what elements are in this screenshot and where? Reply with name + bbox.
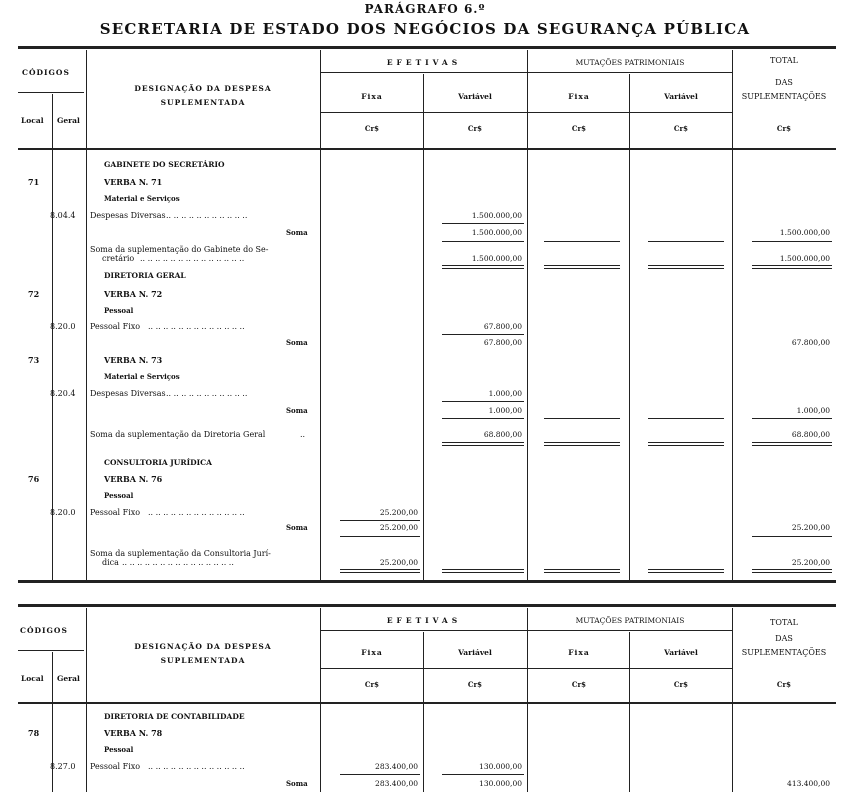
value-pessoal-fixo-3: 283.400,00 [375, 762, 418, 771]
soma-consultoria-l2: dica [102, 558, 119, 567]
rule [442, 774, 524, 775]
header-bottom-rule [18, 148, 836, 150]
mut-variavel-header-2: Variável [664, 648, 698, 657]
total-header-2: DAS [775, 78, 793, 87]
value-pessoal-fixo-1: 67.800,00 [483, 322, 522, 331]
geral-code-8204: 8.20.4 [50, 389, 76, 398]
crs-variavel-2: Cr$ [467, 680, 483, 689]
geral-code-804: 8.04.4 [50, 211, 76, 220]
rule [752, 442, 832, 446]
rule [544, 241, 620, 242]
rule [544, 418, 620, 419]
rule [340, 520, 420, 521]
col-divider-efetivas-2 [527, 608, 528, 792]
suplementada-header-2: SUPLEMENTADA [160, 656, 246, 665]
value-soma-5-var: 130.000,00 [479, 779, 522, 788]
col-divider-fixa [423, 74, 424, 580]
local-code-78: 78 [28, 728, 40, 738]
section-contabilidade: DIRETORIA DE CONTABILIDADE [104, 712, 245, 721]
suplementada-header: SUPLEMENTADA [160, 98, 246, 107]
rule [648, 442, 724, 446]
col-divider-design [320, 50, 321, 580]
soma-consultoria-l1: Soma da suplementação da Consultoria Jurí- [90, 549, 271, 558]
local-code-71: 71 [28, 177, 40, 187]
rule [340, 536, 420, 537]
expense-table-2 [18, 602, 836, 792]
leader-dots: .. .. .. .. .. .. .. .. .. .. .. [166, 389, 248, 398]
variavel-header-2: Variável [458, 648, 492, 657]
leader-dots: .. .. .. .. .. .. .. .. .. .. .. [166, 211, 248, 220]
col-divider-local-2 [52, 652, 53, 792]
soma-gabinete-l1: Soma da suplementação do Gabinete do Se- [90, 245, 269, 254]
geral-code-820-b: 8.20.0 [50, 508, 76, 517]
value-soma-dir-geral: 68.800,00 [483, 430, 522, 439]
rule [442, 334, 524, 335]
crs-mut-variavel: Cr$ [673, 124, 689, 133]
leader-dots: .. .. .. .. .. .. .. .. .. .. .. .. .. [148, 508, 245, 517]
geral-header-2: Geral [57, 674, 80, 683]
col-divider-geral-2 [86, 608, 87, 792]
value-despesas-1: 1.500.000,00 [471, 211, 522, 220]
rule [648, 569, 724, 573]
material-servicos-1: Material e Serviços [104, 194, 180, 203]
value-pessoal-fixo-3-var: 130.000,00 [479, 762, 522, 771]
col-divider-fixa-2 [423, 632, 424, 792]
value-soma-1: 1.500.000,00 [471, 228, 522, 237]
efetivas-header-2: EFETIVAS [386, 616, 462, 625]
rule [648, 265, 724, 269]
col-divider-total [732, 50, 733, 580]
mut-fixa-header: Fixa [568, 92, 590, 101]
fixa-rule-2 [320, 668, 732, 669]
mut-variavel-header: Variável [664, 92, 698, 101]
pessoal-fixo-1: Pessoal Fixo [90, 322, 141, 331]
rule [752, 241, 832, 242]
total-soma-2: 67.800,00 [791, 338, 830, 347]
col-divider-mut-2 [629, 632, 630, 792]
efetivas-header: EFETIVAS [386, 58, 462, 67]
table-top-rule [18, 46, 836, 49]
leader-dots: .. [300, 430, 306, 439]
value-pessoal-fixo-2: 25.200,00 [379, 508, 418, 517]
local-code-73: 73 [28, 355, 40, 365]
rule [340, 774, 420, 775]
fixa-rule [320, 112, 732, 113]
value-soma-4: 25.200,00 [379, 523, 418, 532]
codigos-rule-2 [18, 650, 84, 651]
rule [648, 241, 724, 242]
page-title: SECRETARIA DE ESTADO DOS NEGÓCIOS DA SEGURANÇA PÚBLICA [99, 20, 751, 38]
soma-label-1: Soma [286, 228, 308, 237]
table2-header-bottom-rule [18, 702, 836, 704]
rule [442, 223, 524, 224]
rule [442, 442, 524, 446]
soma-label-2: Soma [286, 338, 308, 347]
crs-fixa: Cr$ [364, 124, 380, 133]
col-divider-design-2 [320, 608, 321, 792]
soma-label-4: Soma [286, 523, 308, 532]
total-header-3: SUPLEMENTAÇÕES [741, 92, 827, 101]
verba-72: VERBA N. 72 [104, 289, 163, 299]
total-soma-4: 25.200,00 [791, 523, 830, 532]
col-divider-geral [86, 50, 87, 580]
designacao-header: DESIGNAÇÃO DA DESPESA [134, 84, 272, 93]
efetivas-rule-2 [320, 630, 732, 631]
crs-variavel: Cr$ [467, 124, 483, 133]
total-soma-1: 1.500.000,00 [779, 228, 830, 237]
codigos-header-2: CÓDIGOS [20, 626, 68, 635]
value-soma-gabinete: 1.500.000,00 [471, 254, 522, 263]
verba-78: VERBA N. 78 [104, 728, 163, 738]
crs-total-2: Cr$ [776, 680, 792, 689]
leader-dots: .. .. .. .. .. .. .. .. .. .. .. .. .. [148, 762, 245, 771]
mut-fixa-header-2: Fixa [568, 648, 590, 657]
fixa-header-2: Fixa [361, 648, 383, 657]
pessoal-3: Pessoal [104, 745, 134, 754]
local-code-72: 72 [28, 289, 40, 299]
paragraph-heading: PARÁGRAFO 6.º [364, 2, 486, 16]
soma-gabinete-l2: cretário [102, 254, 135, 263]
leader-dots: .. .. .. .. .. .. .. .. .. .. .. .. .. [148, 322, 245, 331]
rule [442, 265, 524, 269]
geral-code-820: 8.20.0 [50, 322, 76, 331]
designacao-header-2: DESIGNAÇÃO DA DESPESA [134, 642, 272, 651]
total-soma-3: 1.000,00 [796, 406, 830, 415]
crs-fixa-2: Cr$ [364, 680, 380, 689]
geral-code-827: 8.27.0 [50, 762, 76, 771]
leader-dots: .. .. .. .. .. .. .. .. .. .. .. .. .. .. .. [122, 558, 234, 567]
value-soma-consultoria: 25.200,00 [379, 558, 418, 567]
despesas-diversas-2: Despesas Diversas [90, 389, 166, 398]
pessoal-fixo-2: Pessoal Fixo [90, 508, 141, 517]
mutacoes-header-2: MUTAÇÕES PATRIMONIAIS [575, 616, 685, 625]
total-soma-dir-geral: 68.800,00 [791, 430, 830, 439]
mutacoes-header: MUTAÇÕES PATRIMONIAIS [575, 58, 685, 67]
codigos-header: CÓDIGOS [22, 68, 70, 77]
local-code-76: 76 [28, 474, 40, 484]
local-header: Local [21, 116, 44, 125]
col-divider-efetivas [527, 50, 528, 580]
expense-table-1 [18, 44, 836, 586]
crs-mut-fixa-2: Cr$ [571, 680, 587, 689]
verba-71: VERBA N. 71 [104, 177, 163, 187]
soma-label-3: Soma [286, 406, 308, 415]
col-divider-mut [629, 74, 630, 580]
crs-mut-fixa: Cr$ [571, 124, 587, 133]
rule [752, 536, 832, 537]
rule [442, 569, 524, 573]
rule [442, 418, 524, 419]
section-gabinete: GABINETE DO SECRETÁRIO [104, 160, 225, 169]
pessoal-2: Pessoal [104, 491, 134, 500]
verba-73: VERBA N. 73 [104, 355, 163, 365]
rule [752, 569, 832, 573]
value-soma-5-fixa: 283.400,00 [375, 779, 418, 788]
total-soma-consultoria: 25.200,00 [791, 558, 830, 567]
crs-mut-variavel-2: Cr$ [673, 680, 689, 689]
total-soma-gabinete: 1.500.000,00 [779, 254, 830, 263]
rule [544, 569, 620, 573]
local-header-2: Local [21, 674, 44, 683]
rule [752, 265, 832, 269]
col-divider-total-2 [732, 608, 733, 792]
value-soma-2: 67.800,00 [483, 338, 522, 347]
codigos-rule [18, 92, 84, 93]
material-servicos-2: Material e Serviços [104, 372, 180, 381]
geral-header: Geral [57, 116, 80, 125]
rule [752, 418, 832, 419]
rule [648, 418, 724, 419]
crs-total: Cr$ [776, 124, 792, 133]
total-header-1: TOTAL [770, 56, 798, 65]
rule [442, 241, 524, 242]
soma-dir-geral: Soma da suplementação da Diretoria Geral [90, 430, 266, 439]
total-header-2-3: SUPLEMENTAÇÕES [741, 648, 827, 657]
leader-dots: .. .. .. .. .. .. .. .. .. .. .. .. .. .. [140, 254, 245, 263]
despesas-diversas-1: Despesas Diversas [90, 211, 166, 220]
efetivas-rule [320, 72, 732, 73]
table-bottom-rule [18, 580, 836, 583]
rule [340, 569, 420, 573]
section-consultoria: CONSULTORIA JURÍDICA [104, 458, 212, 467]
soma-label-5: Soma [286, 779, 308, 788]
total-soma-5: 413.400,00 [787, 779, 830, 788]
verba-76: VERBA N. 76 [104, 474, 163, 484]
rule [544, 265, 620, 269]
total-header-2-2: DAS [775, 634, 793, 643]
rule [544, 442, 620, 446]
pessoal-fixo-3: Pessoal Fixo [90, 762, 141, 771]
variavel-header: Variável [458, 92, 492, 101]
table2-top-rule [18, 604, 836, 607]
pessoal-1: Pessoal [104, 306, 134, 315]
value-despesas-2: 1.000,00 [488, 389, 522, 398]
value-soma-3: 1.000,00 [488, 406, 522, 415]
fixa-header: Fixa [361, 92, 383, 101]
rule [442, 401, 524, 402]
section-diretoria-geral: DIRETORIA GERAL [104, 271, 186, 280]
total-header-2-1: TOTAL [770, 618, 798, 627]
